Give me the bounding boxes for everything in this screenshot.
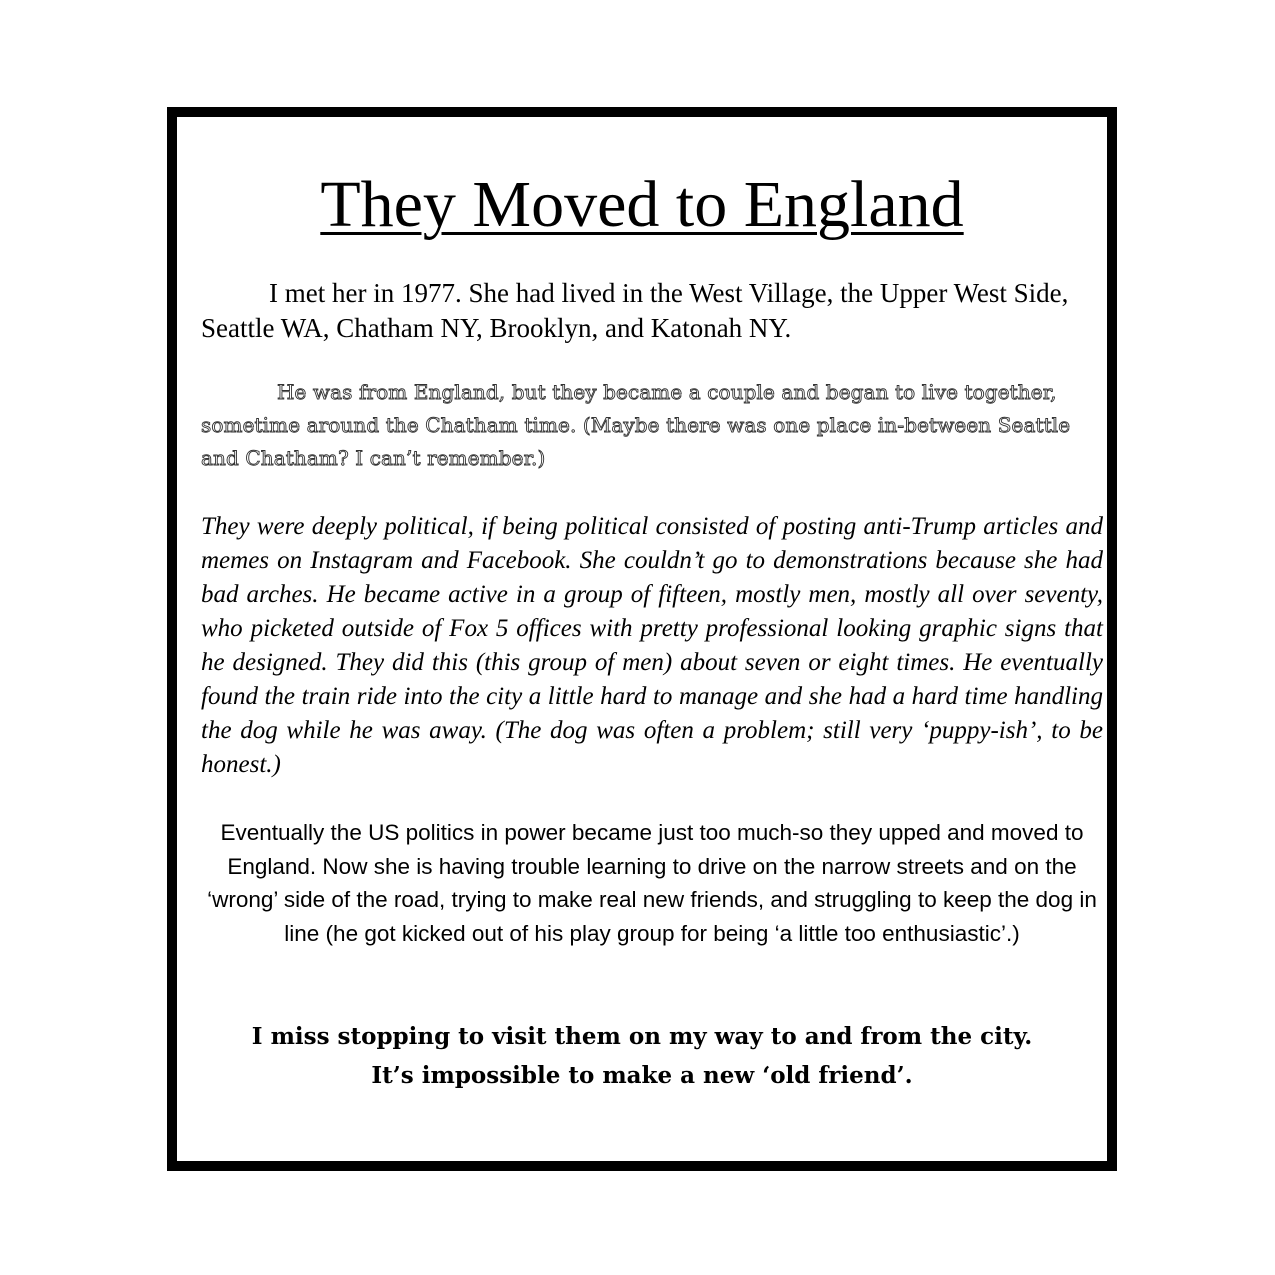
paragraph-centered: Eventually the US politics in power became just too much-so they upped and moved to England. Now she is having trouble learning to drive on the narrow streets and on the ‘wrong’ side of the road, trying to make real new friends, and struggling to keep the dog in line (he got kicked out of his play group for being ‘a little too enthusiastic’.) (207, 820, 1097, 946)
title-text: They Moved to England (320, 168, 964, 241)
page-title (177, 167, 1107, 243)
closing-statement (177, 1017, 1107, 1095)
paragraph-outlined: He was from England, but they became a couple and began to live together, sometime around the Chatham time. (Maybe there was one place in-between Seattle and Chatham? I can’t remember.) (201, 380, 1071, 470)
closing-line-1: I miss stopping to visit them on my way to and from the city. (251, 1023, 1033, 1050)
paragraph-italic: They were deeply political, if being political consisted of posting anti-Trump articles and memes on Instagram and Facebook. She couldn’t go to demonstrations because she had bad arches. He became active in a group of fifteen, mostly men, mostly all over seventy, who picketed outside of Fox 5 offices with pretty professional looking graphic signs that he designed. They did this (this group of men) about seven or eight times. He eventually found the train ride into the city a little hard to manage and she had a hard time handling the dog while he was away. (The dog was often a problem; still very ‘puppy-ish’, to be honest.) (201, 513, 1103, 778)
closing-line-2: It’s impossible to make a new ‘old friend’. (371, 1062, 913, 1089)
page-frame (167, 107, 1117, 1171)
paragraph-intro: I met her in 1977. She had lived in the West Village, the Upper West Side, Seattle WA, Chatham NY, Brooklyn, and Katonah NY. (201, 278, 1069, 343)
